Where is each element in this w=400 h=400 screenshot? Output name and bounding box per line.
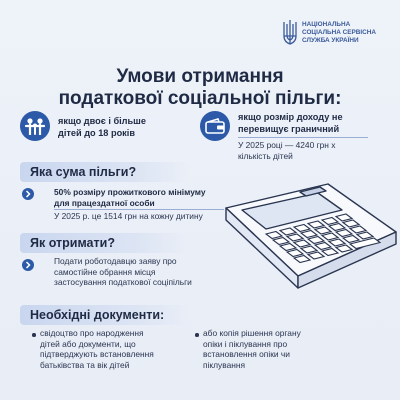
how-line: застосування податкової соціпільги xyxy=(54,277,192,287)
condition-income-note: кількість дітей xyxy=(238,150,293,161)
section-heading-documents: Необхідні документи: xyxy=(20,305,190,325)
calculator-illustration xyxy=(200,176,400,324)
condition-children-line: дітей до 18 років xyxy=(58,127,135,138)
how-line: Подати роботодавцю заяву про xyxy=(54,256,177,266)
condition-income-line: перевищує граничний xyxy=(238,123,340,134)
document-line: піклування xyxy=(203,359,246,370)
organization-name: НАЦІОНАЛЬНА СОЦІАЛЬНА СЕРВІСНА СЛУЖБА УКРАЇНИ xyxy=(302,21,377,45)
wallet-icon xyxy=(200,111,230,141)
chevron-right-icon xyxy=(22,259,34,271)
children-icon xyxy=(20,111,50,141)
condition-income xyxy=(200,109,390,171)
condition-income-line: якщо розмір доходу не xyxy=(238,112,343,122)
amount-note: У 2025 р. це 1514 грн на кожну дитину xyxy=(54,211,203,221)
document-line: опіки і піклування про xyxy=(203,338,288,349)
how-line: самостійне обрання місця xyxy=(54,266,156,277)
document-line: або копія рішення органу xyxy=(203,328,301,338)
chevron-right-icon xyxy=(22,188,34,200)
amount-main-line: 50% розміру прожиткового мінімуму xyxy=(54,187,206,197)
document-line: підтверджують встановлення xyxy=(40,349,154,359)
document-line: свідоцтво про народження xyxy=(40,328,144,338)
condition-income-note: У 2025 році — 4240 грн х xyxy=(238,140,336,150)
amount-main-line: для працездатної особи xyxy=(54,197,155,208)
document-line: батьківства та вік дітей xyxy=(40,359,130,370)
condition-children-line: якщо двоє і більше xyxy=(58,116,146,126)
trident-logo-icon xyxy=(282,20,298,46)
document-line: дітей або документи, що xyxy=(40,338,136,349)
bullet-dot xyxy=(32,333,36,337)
page-title: Умови отримання податкової соціальної пільги: xyxy=(58,66,342,109)
section-heading-amount: Яка сума пільги? xyxy=(20,162,190,182)
section-heading-how: Як отримати? xyxy=(20,233,190,253)
divider xyxy=(238,137,368,138)
bullet-dot xyxy=(195,333,199,337)
divider xyxy=(54,209,224,210)
document-line: встановлення опіки чи xyxy=(203,349,290,359)
